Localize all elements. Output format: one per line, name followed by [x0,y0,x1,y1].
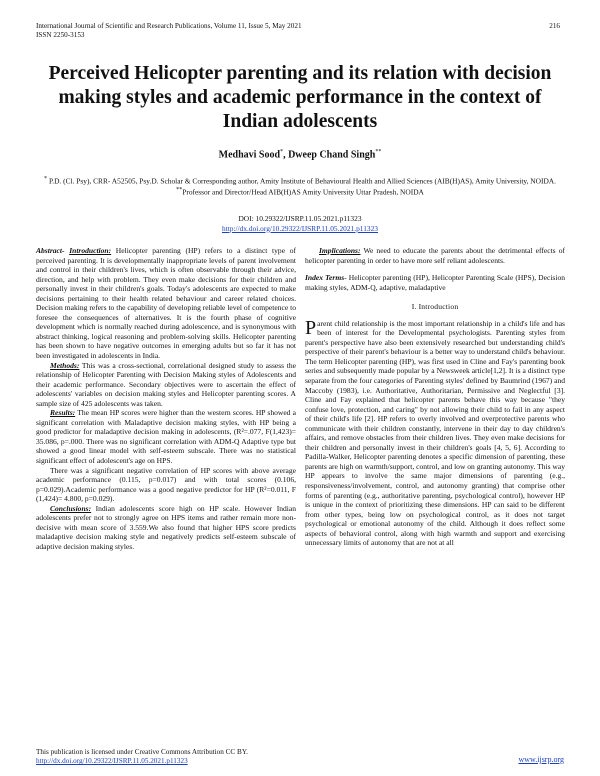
abstract-conclusions [36,504,296,552]
author-separator: , [283,149,289,161]
doi-link[interactable]: http://dx.doi.org/10.29322/IJSRP.11.05.2021.p11323 [222,223,378,233]
implications-label: Implications: [319,246,361,255]
index-terms [305,273,565,292]
page-number: 216 [549,22,560,30]
implications-text: We need to educate the parents about the detrimental effects of helicopter parenting in order to have more self reliant adolescents. [305,246,565,265]
footer-doi-link[interactable]: http://dx.doi.org/10.29322/IJSRP.11.05.2021.p11323 [36,757,188,766]
issn: ISSN 2250-3153 [36,31,85,39]
doi-block [0,214,600,233]
abstract-methods [36,361,296,409]
affiliation-1-mark: * [44,176,48,182]
section-heading-introduction: I. Introduction [411,302,459,312]
abstract-dash: - [62,246,70,255]
left-column [36,246,296,552]
affiliation-1-text: P.D. (Cl. Psy), CRR- A52505, Psy.D. Scholar & Corresponding author, Amity Institute of Behavioural Health and Allied Sciences (AIB(H)AS), Amity University, NOIDA. [47,176,556,186]
author-1-mark: * [280,149,284,155]
running-header [36,22,302,40]
index-terms-text: - Helicopter parenting (HP), Helicopter Parenting Scale (HPS), Decision making styles, ADM-Q, adaptive, maladaptive [305,273,565,292]
introduction-body: arent child relationship is the most important relationship in a child's life and has been of interest for the Developmental psychologists. Parenting styles from parent's perspective have also been extensively researched but understanding child's perspective of their parent's behaviour is a better way to understand child's behaviour. The term Helicopter parenting (HP), was first used in Cline and Fay's parenting book series and subsequently made popular by a Newsweek article[1,2]. It is a distinct type separate from the four categories of Parenting styles' defined by Baumrind (1967) and Maccoby (1983), i.e. Authoritative, Authoritarian, Permissive and Neglectful [3]. Cline and Fay explained that helicopter parents behave this way because "they confuse love, protection, and caring" by not allowing their child to fail in any aspect of their child's life [2]. HP refers to overly involved and overprotective parents who communicate with their children constantly, intervene in their day to day children's affairs, and remove obstacles from their children lives. They even make decisions for their children and personally invest in their children's goals [4, 5, 6]. According to Padilla-Walker, Helicopter parenting denotes a specific dimension of parenting, these parents are high on warmth/support, control, and low on granting autonomy. This way HP appears to involve the same major dimensions of parenting (e.g., responsiveness/involvement, control, and autonomy granting) that comprise other forms of parenting (e.g., authoritative parenting, psychological control), however HP is unique in the context of prioritizing these dimensions. HP can said to be different from other types, being low on psychological control, as it does not target psychological or emotional autonomy of the child. Although it does reflect some aspects of behavioral control, along with high warmth and support and exercising unnecessary limits of autonomy that are not at all [305,318,565,548]
methods-text: This was a cross-sectional, correlational designed study to assess the relationship of Helicopter Parenting with Decision Making styles of Adolescents and their academic performance. Secondary objectives were to ascertain the effect of adolescents' variables on decision making styles and Helicopter parenting scores. A sample size of 425 adolescents was taken. [36,360,296,408]
affiliations [30,175,570,197]
affiliation-1 [30,175,570,186]
introduction-text: Helicopter parenting (HP) refers to a distinct type of perceived parenting. It is developmentally inappropriate levels of parent involvement and control in their children's lives, which is often observable through their advice, direction, and help with problem. They even make decisions for their children and personally invest in their children's goals. Today's adolescents are expected to make decisions pertaining to their health related behaviour and career related choices. Decision making refers to the capability of developing reliable level of competence to foresee the consequences of alternatives. It is the fourth phase of cognitive development which is normally reached during adolescence, and is synonymous with abstract thinking, logical reasoning and problem-solving skills. Helicopter parenting has been shown to have negative outcomes in emerging adults but so far it has not been investigated in adolescents in India. [36,246,297,361]
doi-id: DOI: 10.29322/IJSRP.11.05.2021.p11323 [238,214,362,223]
footer-license [36,748,248,767]
author-2-mark: ** [375,149,382,155]
abstract-results-2: There was a significant negative correlation of HP scores with above average academic performance (0.115, p=0.017) and with total scores (0.106, p=0.029).Academic performance was a good negative predictor for HP (R²=0.011, F (1,424)= 4.800, p=0.029). [36,465,296,504]
results-label: Results: [50,408,76,418]
implications [305,246,565,265]
paper-title: Perceived Helicopter parenting and its relation with decision making styles and academic performance in the context of Indian adolescents [48,63,552,132]
abstract-results [36,408,296,465]
abstract-intro [36,246,296,361]
affiliation-2 [30,186,570,197]
right-column [305,246,565,548]
introduction-paragraph [305,316,565,548]
results-text: The mean HP scores were higher than the western scores. HP showed a significant correlation with Maladaptive decision making styles, with HP being a good predictor for maladaptive decision making in adolescents, (R²=.077, F(1,423)= 35.086, p=.000. There was no significant correlation with ADM-Q Adaptive type but showed a good linear model with self-esteem subscale. There was no statistical significant effect of adolescent's age on HPS. [36,408,296,466]
conclusions-label: Conclusions: [50,503,92,513]
journal-name: International Journal of Scientific and Research Publications, Volume 11, Issue 5, May 2021 [36,22,302,30]
drop-cap: P [305,316,317,339]
license-text: This publication is licensed under Creative Commons Attribution CC BY. [36,748,248,756]
author-1: Medhavi Sood [218,149,281,161]
author-2: Dweep Chand Singh [288,149,376,161]
introduction-label: Introduction: [69,246,112,255]
index-terms-label: Index Terms [305,273,345,283]
abstract-label: Abstract [36,246,62,255]
author-line [0,149,600,160]
footer-site-link[interactable]: www.ijsrp.org [518,755,564,764]
affiliation-2-mark: ** [176,186,183,193]
affiliation-2-text: Professor and Director/Head AIB(H)AS Amity University Uttar Pradesh, NOIDA [182,187,424,197]
conclusions-text: Indian adolescents score high on HP scale. However Indian adolescents prefer not to strongly agree on HPS items and rather remain more non-decisive with mean score of 3.559.We also found that higher HPS score predicts maladaptive decision making style and negatively predicts self-esteem subscale of adaptive decision making styles. [36,503,296,551]
methods-label: Methods: [50,360,80,370]
